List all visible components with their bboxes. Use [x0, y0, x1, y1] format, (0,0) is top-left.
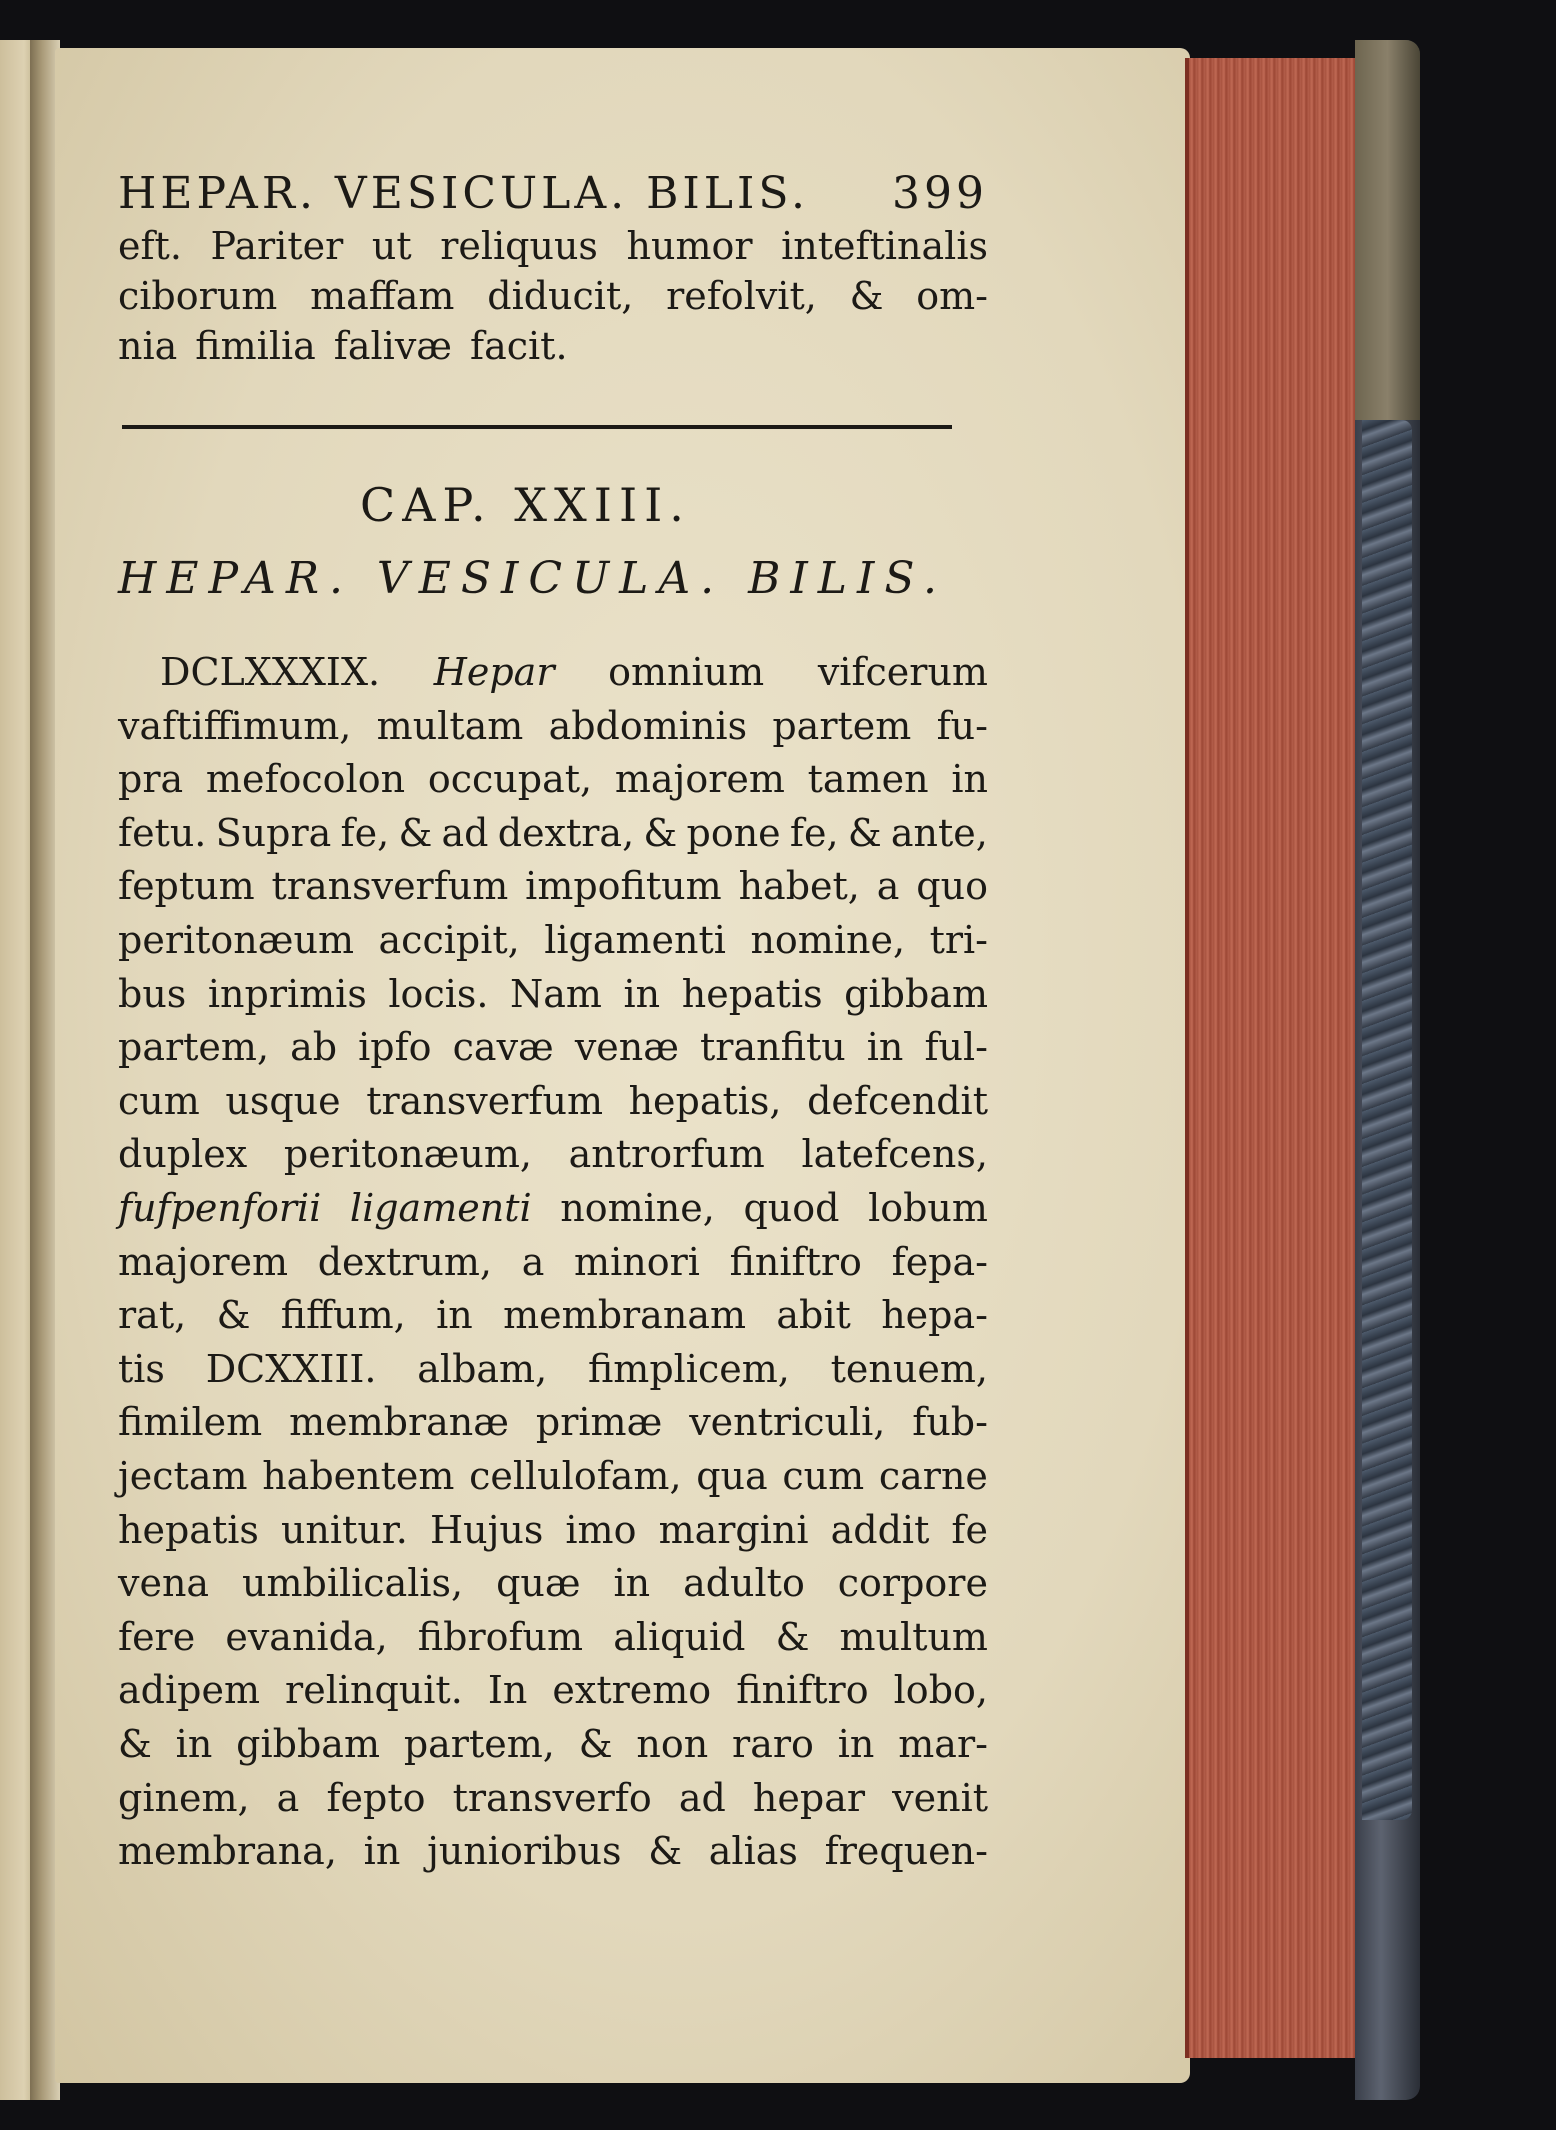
word: ut [371, 224, 412, 268]
word: In [487, 1668, 528, 1713]
word: corpore [837, 1561, 988, 1606]
word: ad [441, 810, 489, 855]
word: finiftro [729, 1239, 862, 1284]
text-line [118, 1720, 988, 1768]
word: ab [290, 1025, 338, 1070]
word: tranfitu [700, 1025, 846, 1070]
word: fufpenforii [118, 1186, 322, 1230]
word: fepto [326, 1775, 426, 1820]
word: membranam [503, 1293, 747, 1338]
text-line [160, 648, 988, 696]
word: hepatis, [628, 1078, 782, 1123]
word: jectam [118, 1454, 248, 1498]
word: gibbam [844, 971, 988, 1016]
word: membranæ [289, 1400, 510, 1445]
word: & [849, 274, 884, 318]
cover-leather [1355, 40, 1420, 420]
word: mar- [898, 1722, 988, 1766]
word: nomine, [750, 918, 906, 962]
word: tis [118, 1346, 165, 1391]
word: occupat, [427, 757, 593, 802]
word: defcendit [807, 1078, 988, 1123]
word: finiftro [736, 1668, 869, 1713]
word: feptum [118, 864, 255, 909]
word: primæ [535, 1400, 663, 1445]
word: gibbam [236, 1722, 380, 1766]
text-line [118, 755, 988, 803]
word: DCXXIII. [205, 1346, 377, 1391]
running-title: HEPAR. VESICULA. BILIS. [118, 168, 809, 219]
text-line [118, 1452, 988, 1500]
word: transverfo [452, 1775, 652, 1820]
word: in [866, 1025, 904, 1070]
text-line [118, 1398, 988, 1446]
word: aliquid [613, 1614, 746, 1659]
word: tri- [929, 918, 988, 962]
word: a [276, 1775, 300, 1820]
word: raro [732, 1722, 814, 1766]
word: lobo, [893, 1668, 988, 1713]
word: ligamenti [349, 1186, 532, 1230]
word: transverfum [366, 1078, 603, 1123]
word: cellulofam, [469, 1454, 682, 1498]
word: diducit, [487, 274, 634, 318]
word: facit. [470, 324, 568, 368]
section-rule [122, 425, 952, 429]
running-head [118, 168, 988, 219]
text-line [118, 1184, 988, 1232]
text-line [118, 1291, 988, 1339]
word: fiffum, [280, 1293, 406, 1338]
word: Hepar [433, 650, 555, 694]
word: carne [878, 1454, 988, 1498]
word: humor [626, 224, 753, 268]
word: fibrofum [417, 1614, 584, 1659]
word: transverfum [271, 864, 509, 909]
word: non [636, 1722, 709, 1766]
word: tamen [807, 757, 929, 802]
chapter-title-text: HEPAR. VESICULA. BILIS. [118, 553, 947, 604]
word: refolvit, [666, 274, 817, 318]
word: habentem [262, 1454, 455, 1498]
word: nia [118, 324, 178, 368]
word: falivæ [333, 324, 453, 368]
word: ventriculi, [689, 1400, 886, 1445]
word: peritonæum, [283, 1132, 532, 1177]
word: partem [772, 703, 912, 748]
word: tenuem, [830, 1346, 988, 1391]
word: maffam [310, 274, 455, 318]
word: in [623, 971, 661, 1016]
word: frequen- [824, 1829, 988, 1874]
word: ligamenti [544, 918, 726, 962]
page-block-edges [1185, 58, 1359, 2058]
word: om- [916, 274, 988, 318]
word: nomine, [560, 1186, 715, 1230]
page-number: 399 [892, 168, 988, 219]
word: ipfo [358, 1025, 432, 1070]
text-line [118, 916, 988, 964]
text-line [118, 862, 988, 910]
word: & [398, 810, 433, 855]
word: abit [776, 1293, 851, 1338]
word: reliquus [440, 224, 598, 268]
word: ad [678, 1775, 726, 1820]
word: & [775, 1614, 810, 1659]
word: evanida, [225, 1614, 388, 1659]
word: duplex [118, 1132, 248, 1177]
word: multam [376, 703, 524, 748]
word: Hujus [429, 1507, 544, 1552]
word: venæ [574, 1025, 679, 1070]
word: Nam [510, 971, 602, 1016]
word: adipem [118, 1668, 260, 1713]
word: cum [118, 1078, 200, 1123]
word: in [363, 1829, 401, 1874]
text-line [118, 272, 988, 320]
word: DCLXXXIX. [160, 650, 381, 694]
word: extremo [552, 1668, 712, 1713]
text-line [118, 1238, 988, 1286]
word: fe, [789, 810, 839, 855]
word: usque [225, 1078, 341, 1123]
word: junioribus [427, 1829, 622, 1874]
word: a [521, 1239, 545, 1284]
word: multum [839, 1614, 988, 1659]
word: impofitum [525, 864, 722, 909]
word: ful- [924, 1025, 988, 1070]
text-line [118, 1666, 988, 1714]
chapter-number: CAP. XXIII. [360, 478, 691, 532]
word: albam, [417, 1346, 548, 1391]
word: peritonæum [118, 918, 354, 962]
word: fe, [340, 810, 390, 855]
cover-marbled-paper [1362, 420, 1412, 1820]
word: partem, [403, 1722, 555, 1766]
word: majorem [118, 1239, 289, 1284]
word: in [436, 1293, 473, 1338]
text-line [118, 1506, 988, 1554]
word: alias [708, 1829, 798, 1874]
word: ginem, [118, 1775, 250, 1820]
word: dextrum, [317, 1239, 492, 1284]
text-line [118, 222, 988, 270]
word: hepatis [681, 971, 823, 1016]
text-line [118, 1559, 988, 1607]
word: habet, [738, 864, 860, 909]
word: Supra [215, 810, 332, 855]
word: umbilicalis, [242, 1561, 464, 1606]
text-line [118, 322, 988, 370]
word: hepar [752, 1775, 866, 1820]
word: quod [743, 1186, 840, 1230]
word: in [951, 757, 988, 802]
text-line [118, 1023, 988, 1071]
text-line [118, 1613, 988, 1661]
word: imo [565, 1507, 637, 1552]
word: cum [782, 1454, 865, 1498]
word: rat, [118, 1293, 187, 1338]
word: fepa- [891, 1239, 988, 1284]
word: fub- [912, 1400, 988, 1445]
word: omnium [608, 650, 765, 694]
word: inteftinalis [781, 224, 988, 268]
word: pone [686, 810, 781, 855]
word: in [175, 1722, 213, 1766]
word: & [643, 810, 678, 855]
word: vifcerum [817, 650, 988, 694]
word: hepatis [118, 1507, 259, 1552]
word: partem, [118, 1025, 270, 1070]
text-line [118, 1345, 988, 1393]
word: qua [696, 1454, 768, 1498]
word: locis. [388, 971, 489, 1016]
word: bus [118, 971, 187, 1016]
word: fetu. [118, 810, 207, 855]
text-line [118, 1774, 988, 1822]
word: mefocolon [205, 757, 406, 802]
word: majorem [614, 757, 785, 802]
text-line [118, 1077, 988, 1125]
word: accipit, [378, 918, 520, 962]
word: Pariter [210, 224, 344, 268]
word: & [578, 1722, 613, 1766]
word: & [216, 1293, 251, 1338]
word: in [613, 1561, 651, 1606]
word: inprimis [207, 971, 367, 1016]
word: quo [916, 864, 988, 909]
word: & [847, 810, 882, 855]
word: hepa- [881, 1293, 988, 1338]
word: pra [118, 757, 184, 802]
word: addit [830, 1507, 930, 1552]
text-line [118, 1827, 988, 1875]
word: dextra, [497, 810, 635, 855]
chapter-title [118, 553, 988, 604]
word: in [837, 1722, 875, 1766]
word: vena [118, 1561, 210, 1606]
word: adulto [683, 1561, 805, 1606]
word: fere [118, 1614, 196, 1659]
word: ciborum [118, 274, 278, 318]
word: fimilia [195, 324, 316, 368]
word: cavæ [452, 1025, 554, 1070]
text-line [118, 1130, 988, 1178]
text-line [118, 809, 988, 857]
word: fimplicem, [587, 1346, 790, 1391]
word: unitur. [280, 1507, 408, 1552]
word: latefcens, [801, 1132, 988, 1177]
word: vaftiffimum, [118, 703, 352, 748]
word: ante, [890, 810, 988, 855]
word: & [648, 1829, 683, 1874]
word: venit [892, 1775, 988, 1820]
word: & [118, 1722, 152, 1766]
word: fu- [936, 703, 988, 748]
word: fe [951, 1507, 988, 1552]
word: relinquit. [285, 1668, 463, 1713]
word: membrana, [118, 1829, 337, 1874]
word: quæ [496, 1561, 581, 1606]
word: margini [658, 1507, 809, 1552]
word: a [876, 864, 900, 909]
text-line [118, 970, 988, 1018]
word: abdominis [548, 703, 748, 748]
word: lobum [868, 1186, 988, 1230]
word: fimilem [118, 1400, 263, 1445]
word: antrorfum [568, 1132, 765, 1177]
word: minori [574, 1239, 700, 1284]
word: eft. [118, 224, 182, 268]
text-line [118, 702, 988, 750]
